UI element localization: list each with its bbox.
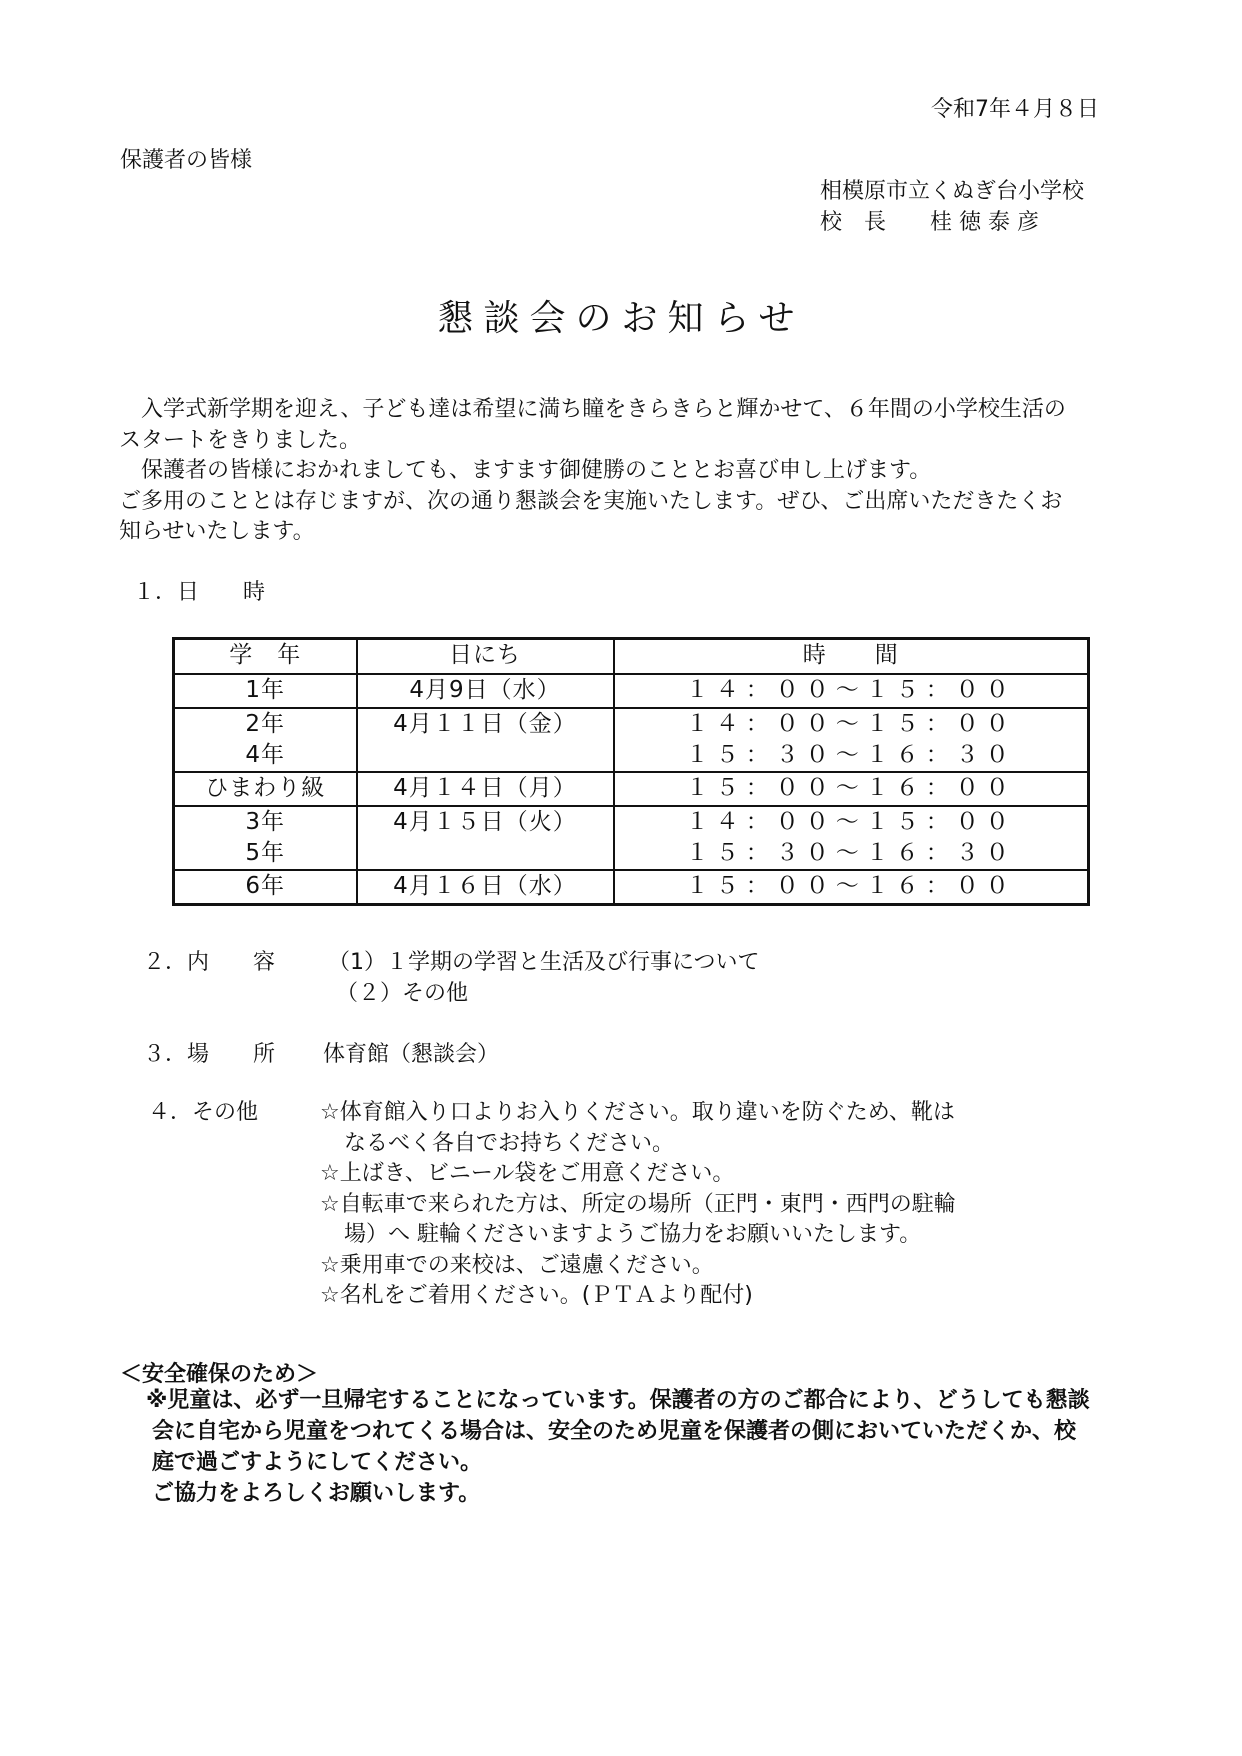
note-item: ☆自転車で来られた方は、所定の場所（正門・東門・西門の駐輪 bbox=[320, 1191, 956, 1217]
grade-text: 3年 bbox=[245, 809, 286, 835]
section-other-label: ４．その他 bbox=[148, 1100, 259, 1125]
time-text: １５：３０〜１６：３０ bbox=[685, 840, 1016, 866]
header-grade: 学 年 bbox=[174, 639, 357, 675]
note-item-continued: なるべく各自でお持ちください。 bbox=[344, 1130, 675, 1156]
note-item: ☆乗用車での来校は、ご遠慮ください。 bbox=[320, 1252, 714, 1278]
content-item-2: （２）その他 bbox=[336, 981, 469, 1006]
section-content-label: ２．内 容 bbox=[143, 950, 276, 975]
table-row bbox=[174, 772, 1089, 806]
time-text: １４：００〜１５：００ bbox=[685, 677, 1016, 703]
time-cell bbox=[614, 674, 1089, 708]
recipient: 保護者の皆様 bbox=[120, 148, 253, 173]
time-text: １５：００〜１６：００ bbox=[685, 873, 1016, 899]
time-text: １５：００〜１６：００ bbox=[685, 775, 1016, 801]
grade-text: 6年 bbox=[245, 873, 286, 899]
time-text: １４：００〜１５：００ bbox=[685, 809, 1016, 835]
grade-text: ひまわり級 bbox=[205, 775, 326, 801]
grade-cell bbox=[174, 708, 357, 772]
school-name: 相模原市立くぬぎ台小学校 bbox=[820, 179, 1085, 204]
grade-text: 4年 bbox=[245, 742, 286, 768]
intro-paragraph-3a: ご多用のこととは存じますが、次の通り懇談会を実施いたします。ぜひ、ご出席いただきたくお bbox=[119, 488, 1063, 514]
date-cell: 4月１６日（水） bbox=[357, 870, 614, 904]
issue-date: 令和7年４月８日 bbox=[931, 97, 1099, 122]
grade-cell bbox=[174, 772, 357, 806]
time-text: １４：００〜１５：００ bbox=[685, 711, 1016, 737]
grade-cell bbox=[174, 806, 357, 870]
safety-line: ご協力をよろしくお願いします。 bbox=[152, 1481, 481, 1506]
section-place-label: ３．場 所 bbox=[143, 1042, 276, 1067]
grade-text: 2年 bbox=[245, 711, 286, 737]
header-time: 時 間 bbox=[614, 639, 1089, 675]
grade-cell bbox=[174, 870, 357, 904]
table-row bbox=[174, 708, 1089, 772]
notes-list bbox=[320, 1098, 956, 1312]
safety-text bbox=[146, 1385, 1126, 1509]
time-cell bbox=[614, 708, 1089, 772]
note-item: ☆名札をご着用ください。(ＰＴＡより配付) bbox=[320, 1283, 753, 1308]
table-row bbox=[174, 806, 1089, 870]
note-item-continued: 場）へ 駐輪くださいますようご協力をお願いいたします。 bbox=[344, 1222, 922, 1247]
time-cell bbox=[614, 772, 1089, 806]
principal-name: 校 長 桂 徳 泰 彦 bbox=[820, 210, 1039, 235]
safety-line: ※児童は、必ず一旦帰宅することになっています。保護者の方のご都合により、どうしても懇談 bbox=[146, 1388, 1090, 1413]
page-title: 懇談会のお知らせ bbox=[437, 298, 805, 339]
note-item: ☆体育館入り口よりお入りください。取り違いを防ぐため、靴は bbox=[320, 1100, 955, 1125]
date-cell: 4月9日（水） bbox=[357, 674, 614, 708]
intro-text bbox=[119, 395, 1109, 548]
time-cell bbox=[614, 870, 1089, 904]
date-cell: 4月１４日（月） bbox=[357, 772, 614, 806]
safety-line: 庭で過ごすようにしてください。 bbox=[152, 1450, 483, 1475]
grade-text: 5年 bbox=[245, 840, 286, 866]
table-row bbox=[174, 674, 1089, 708]
table-header-row bbox=[174, 639, 1089, 675]
date-cell: 4月１５日（火） bbox=[357, 806, 614, 870]
intro-paragraph-3b: 知らせいたします。 bbox=[119, 519, 315, 544]
intro-paragraph-1b: スタートをきりました。 bbox=[119, 427, 362, 453]
time-cell bbox=[614, 806, 1089, 870]
schedule-table bbox=[172, 637, 1090, 906]
note-item: ☆上ばき、ビニール袋をご用意ください。 bbox=[320, 1161, 735, 1186]
intro-paragraph-2: 保護者の皆様におかれましても、ますます御健勝のこととお喜び申し上げます。 bbox=[141, 458, 932, 483]
table-row bbox=[174, 870, 1089, 904]
place-value: 体育館（懇談会） bbox=[323, 1042, 500, 1067]
safety-heading: ＜安全確保のため＞ bbox=[120, 1362, 319, 1387]
header-date: 日にち bbox=[357, 639, 614, 675]
grade-text: 1年 bbox=[245, 677, 286, 703]
date-cell: 4月１１日（金） bbox=[357, 708, 614, 772]
time-text: １５：３０〜１６：３０ bbox=[685, 742, 1016, 768]
safety-line: 会に自宅から児童をつれてくる場合は、安全のため児童を保護者の側においていただくか、校 bbox=[152, 1419, 1077, 1444]
intro-paragraph-1a: 入学式新学期を迎え、子ども達は希望に満ち瞳をきらきらと輝かせて、６年間の小学校生活の bbox=[141, 397, 1066, 422]
section-datetime-label: １．日 時 bbox=[133, 580, 266, 605]
grade-cell bbox=[174, 674, 357, 708]
content-item-1: （1）１学期の学習と生活及び行事について bbox=[328, 950, 760, 975]
